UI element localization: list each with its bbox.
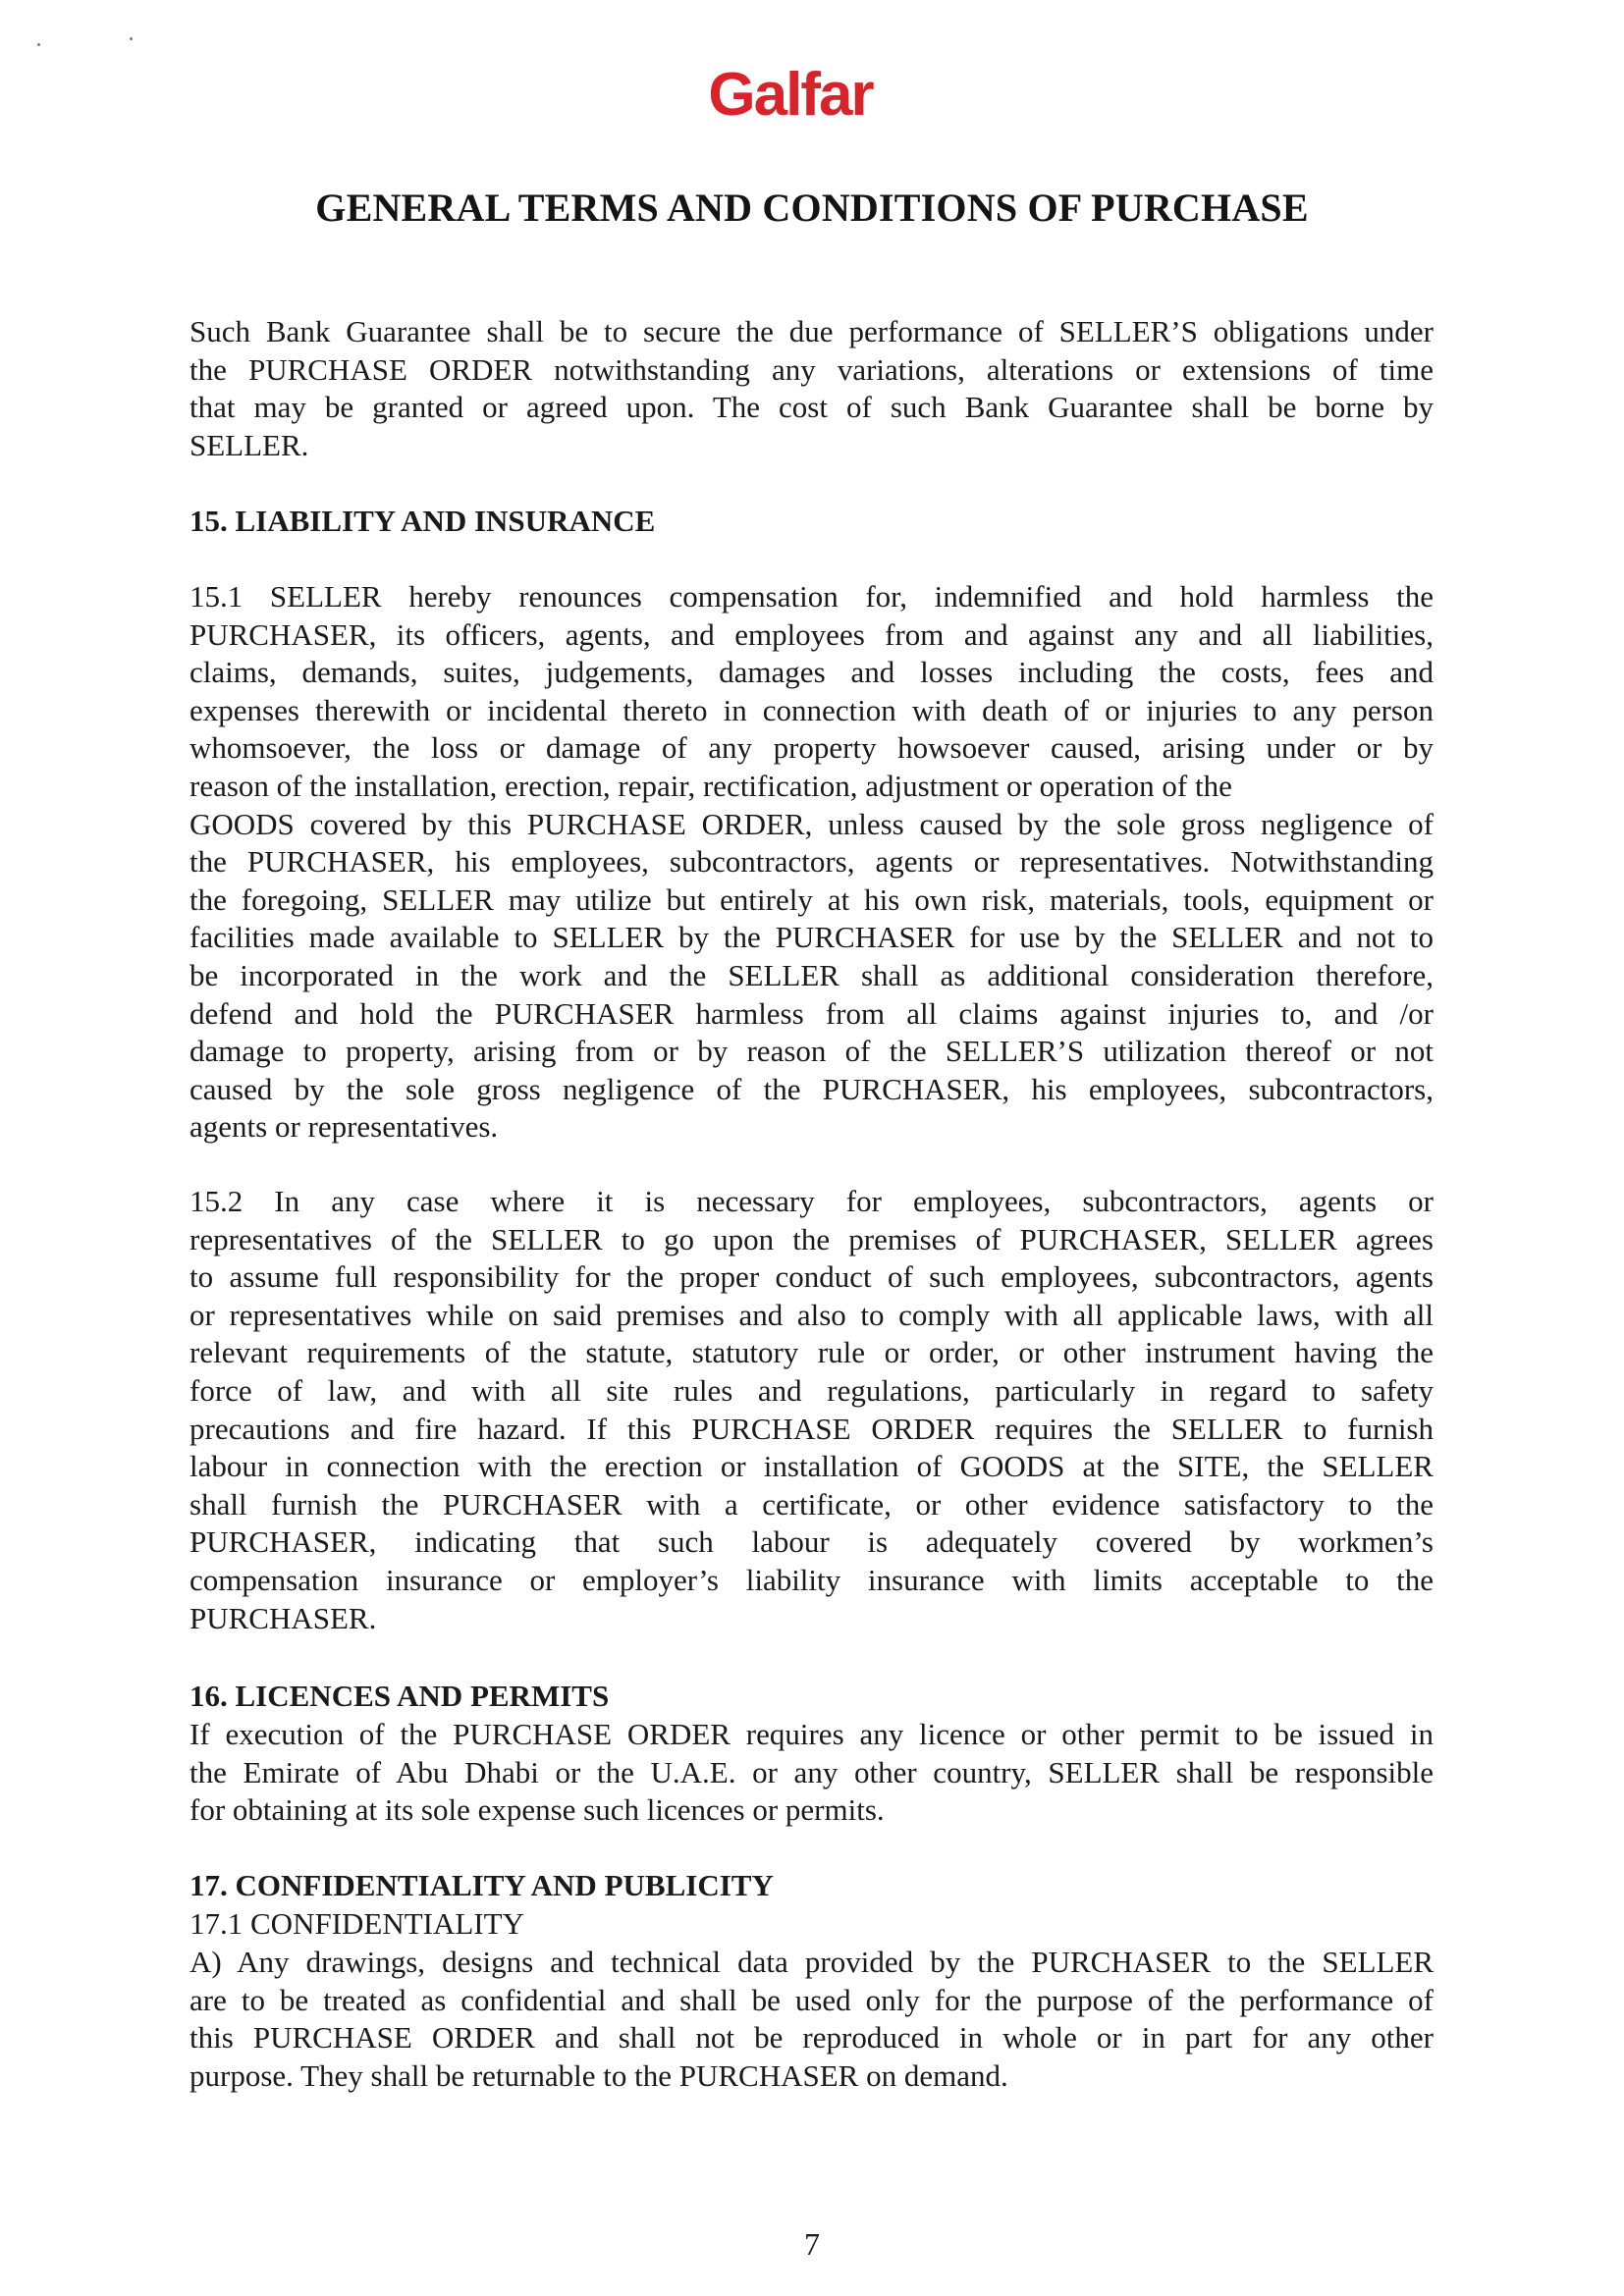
- text-line: are to be treated as confidential and shall be used only for the purpose of the performance of: [189, 1982, 1434, 2017]
- intro-paragraph: [189, 313, 1434, 464]
- text-line: Such Bank Guarantee shall be to secure the due performance of SELLER’S obligations under: [189, 314, 1434, 348]
- paragraph-15-1: [189, 578, 1434, 1147]
- text-line: to assume full responsibility for the proper conduct of such employees, subcontractors, agents: [189, 1259, 1434, 1295]
- text-line: PURCHASER, its officers, agents, and employees from and against any and all liabilities,: [189, 616, 1434, 652]
- text-line: force of law, and with all site rules and regulations, particularly in regard to safety: [189, 1372, 1434, 1408]
- text-line: claims, demands, suites, judgements, damages and losses including the costs, fees and: [189, 655, 1434, 690]
- text-line: whomsoever, the loss or damage of any property howsoever caused, arising under or by: [189, 730, 1434, 766]
- text-line: this PURCHASE ORDER and shall not be reproduced in whole or in part for any other: [189, 2020, 1434, 2056]
- text-line: facilities made available to SELLER by the PURCHASER for use by the SELLER and not to: [189, 920, 1434, 955]
- company-logo: [687, 61, 893, 130]
- paragraph-16: [189, 1716, 1434, 1830]
- text-line: shall furnish the PURCHASER with a certificate, or other evidence satisfactory to the: [189, 1486, 1434, 1522]
- paragraph-17-1-a: [189, 1944, 1434, 2095]
- section-heading-15: 15. LIABILITY AND INSURANCE: [189, 504, 656, 538]
- text-line: for obtaining at its sole expense such licences or permits.: [189, 1792, 885, 1828]
- text-line: damage to property, arising from or by reason of the SELLER’S utilization thereof or not: [189, 1034, 1434, 1069]
- text-line: A) Any drawings, designs and technical data provided by the PURCHASER to the SELLER: [189, 1945, 1434, 1979]
- scan-speck: [37, 43, 40, 46]
- text-line: relevant requirements of the statute, statutory rule or order, or other instrument having the: [189, 1335, 1434, 1370]
- text-line: the PURCHASE ORDER notwithstanding any variations, alterations or extensions of time: [189, 351, 1434, 387]
- text-line: the foregoing, SELLER may utilize but entirely at his own risk, materials, tools, equipment or: [189, 881, 1434, 917]
- text-line: PURCHASER, indicating that such labour is adequately covered by workmen’s: [189, 1524, 1434, 1560]
- page-number: 7: [804, 2226, 820, 2262]
- text-line: PURCHASER.: [189, 1600, 377, 1635]
- paragraph-15-2: [189, 1183, 1434, 1637]
- text-line: reason of the installation, erection, repair, rectification, adjustment or operation of the: [189, 768, 1232, 803]
- text-line: representatives of the SELLER to go upon the premises of PURCHASER, SELLER agrees: [189, 1221, 1434, 1256]
- text-line: the PURCHASER, his employees, subcontractors, agents or representatives. Notwithstanding: [189, 844, 1434, 880]
- text-line: that may be granted or agreed upon. The cost of such Bank Guarantee shall be borne by: [189, 390, 1434, 425]
- text-line: the Emirate of Abu Dhabi or the U.A.E. or any other country, SELLER shall be responsible: [189, 1754, 1434, 1789]
- text-line: precautions and fire hazard. If this PURCHASE ORDER requires the SELLER to furnish: [189, 1411, 1434, 1446]
- text-line: expenses therewith or incidental thereto in connection with death of or injuries to any person: [189, 692, 1434, 727]
- text-line: 15.1 SELLER hereby renounces compensation for, indemnified and hold harmless the: [189, 579, 1434, 614]
- text-line: labour in connection with the erection or installation of GOODS at the SITE, the SELLER: [189, 1449, 1434, 1484]
- text-line: SELLER.: [189, 427, 309, 462]
- text-line: caused by the sole gross negligence of the PURCHASER, his employees, subcontractors,: [189, 1071, 1434, 1106]
- text-line: agents or representatives.: [189, 1109, 499, 1145]
- text-line: be incorporated in the work and the SELLER shall as additional consideration therefore,: [189, 957, 1434, 992]
- logo-text: Galfar: [708, 61, 873, 129]
- section-heading-16: 16. LICENCES AND PERMITS: [189, 1679, 610, 1713]
- text-line: If execution of the PURCHASE ORDER requires any licence or other permit to be issued in: [189, 1717, 1434, 1751]
- text-line: purpose. They shall be returnable to the PURCHASER on demand.: [189, 2057, 1008, 2093]
- scan-speck: [130, 37, 133, 40]
- text-line: or representatives while on said premises and also to comply with all applicable laws, with all: [189, 1297, 1434, 1332]
- text-line: defend and hold the PURCHASER harmless from all claims against injuries to, and /or: [189, 995, 1434, 1031]
- subsection-heading-17-1: 17.1 CONFIDENTIALITY: [189, 1906, 524, 1941]
- page-title: GENERAL TERMS AND CONDITIONS OF PURCHASE: [315, 186, 1309, 230]
- text-line: compensation insurance or employer’s liability insurance with limits acceptable to the: [189, 1562, 1434, 1597]
- text-line: GOODS covered by this PURCHASE ORDER, unless caused by the sole gross negligence of: [189, 806, 1434, 841]
- text-line: 15.2 In any case where it is necessary for employees, subcontractors, agents or: [189, 1184, 1434, 1218]
- section-heading-17: 17. CONFIDENTIALITY AND PUBLICITY: [189, 1868, 774, 1902]
